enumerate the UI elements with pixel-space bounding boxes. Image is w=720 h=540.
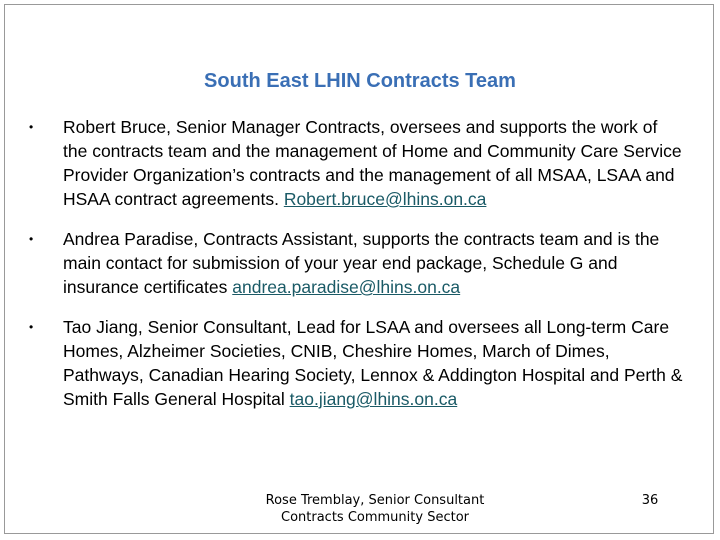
bullet-item-robert-bruce [5,115,715,211]
email-link[interactable]: Robert.bruce@lhins.on.ca [283,189,487,209]
email-link[interactable]: andrea.paradise@lhins.on.ca [232,277,461,297]
page-number: 36 [641,493,659,508]
slide [4,4,714,534]
footer-line-1: Rose Tremblay, Senior Consultant [265,493,485,508]
bullet-text: Tao Jiang, Senior Consultant, Lead for LSAA and oversees all Long-term Care Homes, Alzheimer Societies, CNIB, Cheshire Homes, March of Dimes, Pathways, Canadian Hearing Society, Lennox & Addington Hospital and Perth & Smith Falls General Hospital [63,317,683,409]
bullet-text: Andrea Paradise, Contracts Assistant, supports the contracts team and is the main contact for submission of your year end package, Schedule G and insurance certificates [63,229,660,297]
bullet-dot-icon: • [29,120,34,134]
bullet-list [5,115,715,427]
email-link[interactable]: tao.jiang@lhins.on.ca [289,389,458,409]
bullet-item-andrea-paradise [5,227,715,299]
bullet-item-tao-jiang [5,315,715,411]
bullet-dot-icon: • [29,232,34,246]
bullet-dot-icon: • [29,320,34,334]
slide-footer [250,492,500,526]
footer-line-2: Contracts Community Sector [281,510,469,525]
bullet-text: Robert Bruce, Senior Manager Contracts, oversees and supports the work of the contracts team and the management of Home and Community Care Service Provider Organization’s contracts and the management of all MSAA, LSAA and HSAA contract agreements. [63,117,682,209]
slide-title: South East LHIN Contracts Team [204,70,516,92]
